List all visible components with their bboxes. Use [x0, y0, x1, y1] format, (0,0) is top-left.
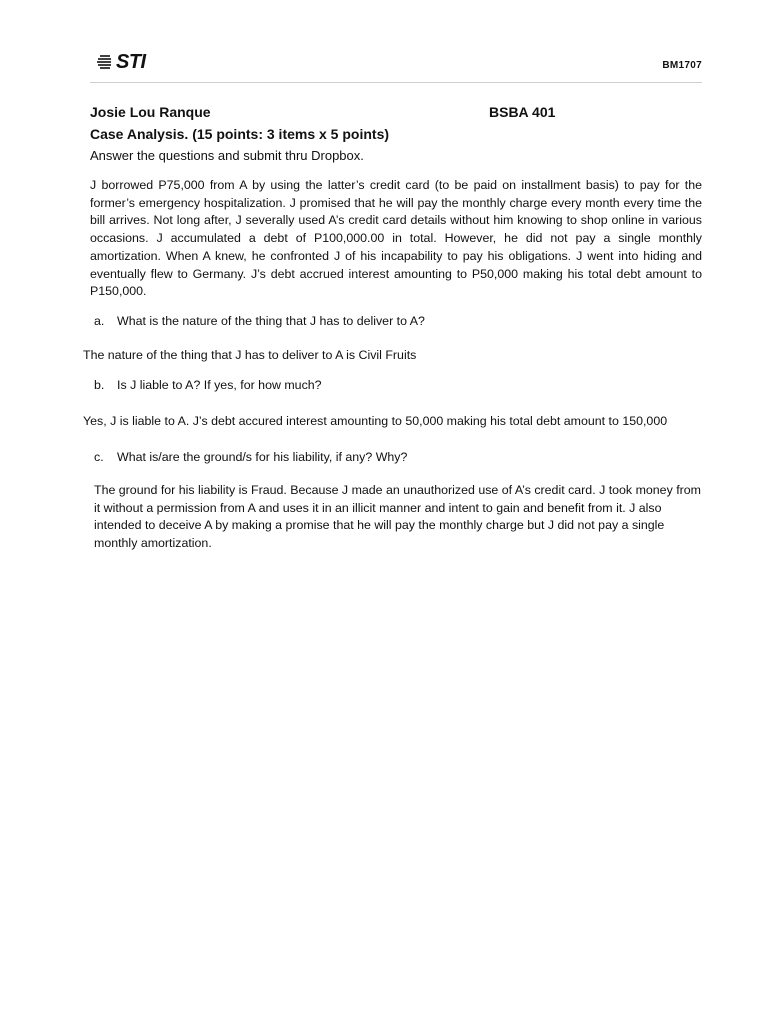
- question-c: [94, 450, 407, 464]
- case-paragraph: J borrowed P75,000 from A by using the latter’s credit card (to be paid on installment basis) to pay for the former’s emergency hospitalization. J promised that he will pay the monthly charge every month every time the bill arrives. Not long after, J severally used A’s credit card details without him knowing to shop online in various occasions. J accumulated a debt of P100,000.00 in total. However, he did not pay a single monthly amortization. When A knew, he confronted J of his incapability to pay his obligations. J went into hiding and eventually flew to Germany. J’s debt accrued interest amounting to P50,000 making his total debt amount to P150,000.: [90, 178, 702, 299]
- sti-logo: [96, 48, 156, 76]
- student-name: Josie Lou Ranque: [90, 104, 211, 120]
- globe-icon: [96, 51, 118, 73]
- question-text: What is/are the ground/s for his liability, if any? Why?: [117, 450, 408, 464]
- page-header: [90, 44, 702, 83]
- question-a: [94, 314, 425, 328]
- instruction-text: Answer the questions and submit thru Dropbox.: [90, 148, 364, 163]
- question-text: Is J liable to A? If yes, for how much?: [117, 378, 322, 392]
- question-text: What is the nature of the thing that J has to deliver to A?: [117, 314, 425, 328]
- question-b: [94, 378, 322, 392]
- answer-c: The ground for his liability is Fraud. Because J made an unauthorized use of A’s credit card. J took money from it without a permission from A and uses it in an illicit manner and intent to gain and benefit from it. J also intended to deceive A by making a promise that he will pay the monthly charge but J did not pay a single monthly amortization.: [94, 483, 701, 551]
- question-letter: c.: [94, 450, 104, 464]
- student-section: BSBA 401: [489, 104, 556, 120]
- answer-b: Yes, J is liable to A. J’s debt accured interest amounting to 50,000 making his total debt amount to 150,000: [83, 414, 668, 428]
- page-title: Case Analysis. (15 points: 3 items x 5 points): [90, 126, 390, 142]
- logo-text: STI: [116, 50, 146, 73]
- question-letter: a.: [94, 314, 105, 328]
- question-letter: b.: [94, 378, 105, 392]
- document-code: BM1707: [662, 60, 702, 71]
- answer-a: The nature of the thing that J has to deliver to A is Civil Fruits: [83, 348, 417, 362]
